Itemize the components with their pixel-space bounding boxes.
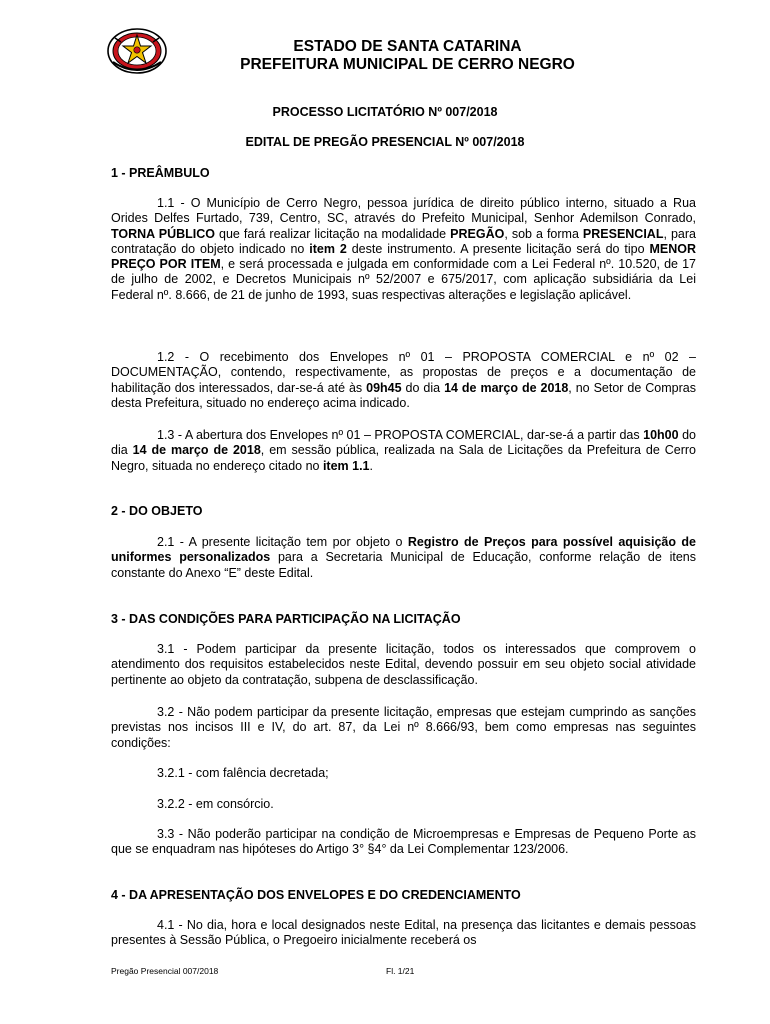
paragraph-3-2-2: 3.2.2 - em consórcio. bbox=[157, 797, 274, 811]
paragraph-3-2-1: 3.2.1 - com falência decretada; bbox=[157, 766, 329, 780]
section-1-heading: 1 - PREÂMBULO bbox=[111, 166, 210, 180]
header-state: ESTADO DE SANTA CATARINA bbox=[293, 38, 522, 55]
section-4-heading: 4 - DA APRESENTAÇÃO DOS ENVELOPES E DO CREDENCIAMENTO bbox=[111, 888, 521, 902]
process-title: PROCESSO LICITATÓRIO Nº 007/2018 bbox=[272, 105, 498, 119]
document-header bbox=[0, 38, 770, 74]
section-2-heading: 2 - DO OBJETO bbox=[111, 504, 203, 518]
paragraph-1-3: 1.3 - A abertura dos Envelopes nº 01 – PROPOSTA COMERCIAL, dar-se-á a partir das 10h00 do dia 14 de março de 2018, em sessão pública, realizada na Sala de Licitações da Prefeitura de Cerro Negro, situada no endereço citado no item 1.1. bbox=[111, 428, 696, 473]
paragraph-1-2: 1.2 - O recebimento dos Envelopes nº 01 – PROPOSTA COMERCIAL e nº 02 – DOCUMENTAÇÃO, contendo, respectivamente, as propostas de preços e a documentação de habilitação dos interessados, dar-se-á até às 09h45 do dia 14 de março de 2018, no Setor de Compras desta Prefeitura, situado no endereço acima indicado. bbox=[111, 350, 696, 410]
footer-page-number: Fl. 1/21 bbox=[386, 966, 415, 976]
paragraph-2-1: 2.1 - A presente licitação tem por objeto o Registro de Preços para possível aquisição de uniformes personalizados para a Secretaria Municipal de Educação, conforme relação de itens constante do Anexo “E” deste Edital. bbox=[111, 535, 696, 580]
section-3-heading: 3 - DAS CONDIÇÕES PARA PARTICIPAÇÃO NA LICITAÇÃO bbox=[111, 612, 461, 626]
paragraph-4-1: 4.1 - No dia, hora e local designados neste Edital, na presença das licitantes e demais pessoas presentes à Sessão Pública, o Pregoeiro inicialmente receberá os bbox=[111, 918, 696, 948]
edital-title: EDITAL DE PREGÃO PRESENCIAL Nº 007/2018 bbox=[245, 135, 525, 149]
paragraph-1-1: 1.1 - O Município de Cerro Negro, pessoa jurídica de direito público interno, situado a Rua Orides Delfes Furtado, 739, Centro, SC, através do Prefeito Municipal, Senhor Ademilson Conrado, TORNA PÚBLICO que fará realizar licitação na modalidade PREGÃO, sob a forma PRESENCIAL, para contratação do objeto indicado no item 2 deste instrumento. A presente licitação será do tipo MENOR PREÇO POR ITEM, e será processada e julgada em conformidade com a Lei Federal nº. 10.520, de 17 de julho de 2002, e Decretos Municipais nº 52/2007 e 675/2017, com aplicação subsidiária da Lei Federal nº. 8.666, de 21 de junho de 1993, suas respectivas alterações e legislação aplicável. bbox=[111, 196, 697, 302]
header-municipality: PREFEITURA MUNICIPAL DE CERRO NEGRO bbox=[240, 56, 575, 73]
paragraph-3-2: 3.2 - Não podem participar da presente licitação, empresas que estejam cumprindo as sanções previstas nos incisos III e IV, do art. 87, da Lei nº 8.666/93, bem como empresas nas seguintes condições: bbox=[111, 705, 696, 750]
footer-document-name: Pregão Presencial 007/2018 bbox=[111, 966, 219, 976]
paragraph-3-3: 3.3 - Não poderão participar na condição de Microempresas e Empresas de Pequeno Porte as que se enquadram nas hipóteses do Artigo 3° §4° da Lei Complementar 123/2006. bbox=[111, 827, 696, 857]
paragraph-3-1: 3.1 - Podem participar da presente licitação, todos os interessados que comprovem o atendimento dos requisitos estabelecidos neste Edital, devendo possuir em seu objeto social atividade pertinente ao objeto da contratação, subpena de desclassificação. bbox=[111, 642, 696, 687]
